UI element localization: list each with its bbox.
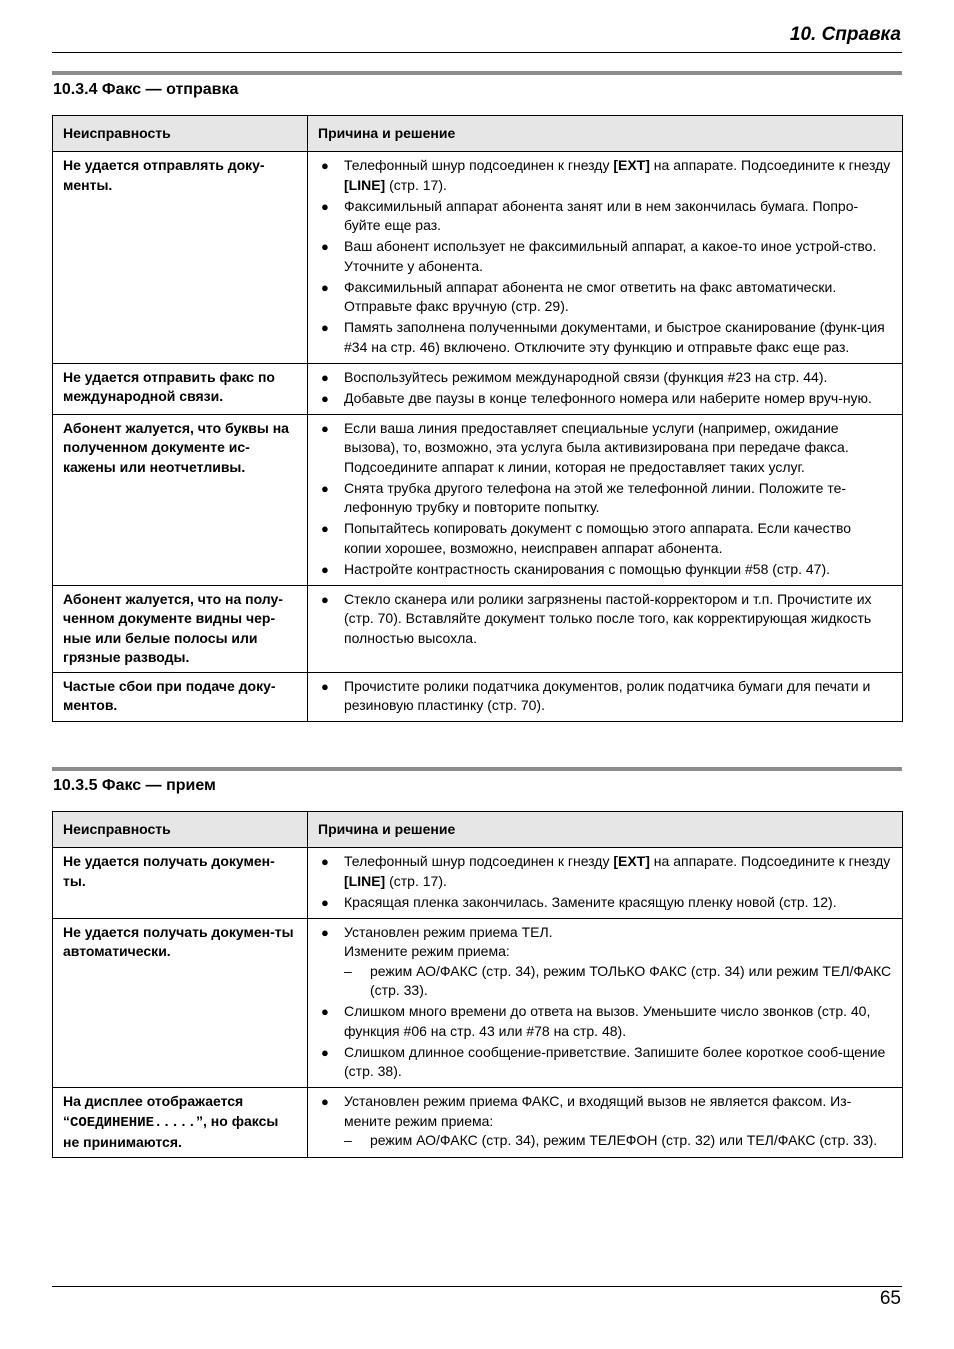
bullet-icon: ● (321, 158, 329, 173)
bullet-icon: ● (321, 678, 329, 694)
table-row (53, 363, 903, 414)
sub-list (344, 1131, 892, 1151)
sub-item (344, 1131, 892, 1151)
cause-text: Прочистите ролики податчика документов, ролик податчика бумаги для печати и резиновую пластинку (стр. 70). (344, 677, 871, 713)
jack-label: [EXT] (613, 853, 650, 869)
bullet-icon: ● (321, 1044, 329, 1060)
bullet-icon: ● (321, 1094, 329, 1109)
table-row (53, 848, 903, 919)
header-rule (52, 52, 902, 53)
cause-text: Телефонный шнур подсоединен к гнезду (344, 157, 614, 173)
problem-cell: Не удается отправить факс по международной связи. (53, 363, 308, 414)
dash-icon: – (344, 962, 352, 979)
cause-text: Добавьте две паузы в конце телефонного номера или наберите номер вруч-ную. (344, 389, 872, 406)
cause-cell (308, 152, 903, 364)
cause-text: Факсимильный аппарат абонента занят или в нем закончилась бумага. Попро-буйте еще раз. (344, 197, 859, 233)
problem-cell (53, 1088, 308, 1158)
cause-list (318, 852, 892, 912)
table-row (53, 918, 903, 1088)
column-header-problem: Неисправность (53, 116, 308, 152)
cause-item (318, 893, 892, 913)
display-message: СОЕДИНЕНИЕ..... (70, 1114, 197, 1131)
footer-rule (52, 1286, 902, 1287)
cause-item (318, 368, 892, 388)
cause-cell (308, 672, 903, 722)
table-row (53, 672, 903, 722)
cause-list (318, 677, 892, 716)
chapter-title: 10. Справка (789, 24, 901, 45)
jack-label: [EXT] (613, 157, 650, 173)
cause-text: Слишком длинное сообщение-приветствие. Запишите более короткое сооб-щение (стр. 38). (344, 1043, 886, 1079)
cause-text: Измените режим приема: (344, 943, 510, 959)
section-title-fax-send: 10.3.4 Факс — отправка (53, 81, 239, 98)
bullet-icon: ● (321, 239, 329, 254)
cause-item (318, 389, 892, 409)
cause-item (318, 560, 892, 580)
cause-text: Попытайтесь копировать документ с помощью этого аппарата. Если качество копии хорошее, возможно, неисправен аппарат абонента. (344, 520, 852, 556)
bullet-icon: ● (321, 854, 329, 869)
jack-label: [LINE] (344, 176, 386, 193)
cause-list (318, 923, 892, 1082)
jack-label: [LINE] (344, 872, 386, 889)
cause-item (318, 197, 892, 236)
cause-text: Память заполнена полученными документами, и быстрое сканирование (функ-ция #34 на стр. 46) включено. Отключите эту функцию и отправьте факс еще раз. (344, 319, 885, 355)
bullet-icon: ● (321, 420, 329, 436)
table-row (53, 152, 903, 364)
troubleshooting-table-fax-receive (52, 811, 903, 1158)
problem-cell: Абонент жалуется, что буквы на полученном документе ис-кажены или неотчетливы. (53, 414, 308, 585)
cause-text: на аппарате. Подсоедините к гнезду (649, 157, 891, 173)
cause-text: Снята трубка другого телефона на этой же телефонной линии. Положите те-лефонную трубку и повторите попытку. (344, 479, 847, 515)
bullet-icon: ● (321, 480, 329, 496)
column-header-problem: Неисправность (53, 812, 308, 848)
cause-item (318, 278, 892, 317)
cause-text: Установлен режим приема ФАКС, и входящий вызов не является факсом. Из-мените режим приема: (344, 1093, 852, 1129)
cause-item (318, 677, 892, 716)
cause-cell (308, 848, 903, 919)
cause-text: (стр. 17). (385, 176, 447, 193)
section-title-fax-receive: 10.3.5 Факс — прием (53, 777, 216, 794)
cause-text: Слишком много времени до ответа на вызов. Уменьшите число звонков (стр. 40, функция #06 на стр. 43 или #78 на стр. 48). (344, 1003, 871, 1039)
problem-cell: Не удается получать докумен-ты автоматически. (53, 918, 308, 1088)
cause-cell (308, 585, 903, 672)
problem-cell: Не удается получать докумен-ты. (53, 848, 308, 919)
cause-text: Настройте контрастность сканирования с помощью функции #58 (стр. 47). (344, 560, 831, 577)
cause-text: Установлен режим приема ТЕЛ. (344, 923, 553, 940)
cause-text: на аппарате. Подсоедините к гнезду (649, 853, 891, 869)
cause-item (318, 519, 892, 558)
cause-text: Воспользуйтесь режимом международной связи (функция #23 на стр. 44). (344, 368, 828, 385)
bullet-icon: ● (321, 320, 329, 335)
cause-item (318, 1092, 892, 1151)
cause-cell (308, 1088, 903, 1158)
cause-item (318, 1043, 892, 1082)
table-row (53, 585, 903, 672)
cause-text: Ваш абонент использует не факсимильный аппарат, а какое-то иное устрой-ство. Уточните у абонента. (344, 238, 877, 274)
column-header-cause: Причина и решение (308, 812, 903, 848)
cause-cell (308, 918, 903, 1088)
cause-item (318, 479, 892, 518)
cause-cell (308, 363, 903, 414)
cause-item (318, 156, 892, 195)
cause-item (318, 590, 892, 649)
cause-cell (308, 414, 903, 585)
bullet-icon: ● (321, 1004, 329, 1019)
cause-text: Красящая пленка закончилась. Замените красящую пленку новой (стр. 12). (344, 893, 837, 910)
bullet-icon: ● (321, 390, 329, 406)
page-number: 65 (879, 1288, 901, 1309)
cause-text: Стекло сканера или ролики загрязнены пастой-корректором и т.п. Прочистите их (стр. 70). Вставляйте документ только после того, как корректирующая жидкость полностью высохла. (344, 590, 872, 646)
troubleshooting-table-fax-send (52, 115, 903, 722)
bullet-icon: ● (321, 521, 329, 536)
cause-item (318, 923, 892, 1001)
table-row (53, 414, 903, 585)
bullet-icon: ● (321, 894, 329, 910)
bullet-icon: ● (321, 561, 329, 577)
cause-item (318, 419, 892, 478)
problem-cell: Абонент жалуется, что на полу-ченном документе видны чер-ные или белые полосы или грязные разводы. (53, 585, 308, 672)
column-header-cause: Причина и решение (308, 116, 903, 152)
problem-text: На дисплее отображается “ (63, 1093, 244, 1129)
problem-cell: Не удается отправлять доку-менты. (53, 152, 308, 364)
cause-list (318, 590, 892, 649)
bullet-icon: ● (321, 198, 329, 214)
cause-item (318, 852, 892, 891)
cause-list (318, 368, 892, 409)
sub-text: режим АО/ФАКС (стр. 34), режим ТОЛЬКО ФАКС (стр. 34) или режим ТЕЛ/ФАКС (стр. 33). (370, 962, 892, 998)
problem-text: ”, но факсы не принимаются. (63, 1112, 279, 1150)
bullet-icon: ● (321, 369, 329, 385)
dash-icon: – (344, 1132, 352, 1148)
bullet-icon: ● (321, 591, 329, 607)
sub-text: режим АО/ФАКС (стр. 34), режим ТЕЛЕФОН (стр. 32) или ТЕЛ/ФАКС (стр. 33). (370, 1132, 878, 1148)
cause-list (318, 156, 892, 357)
cause-text: Если ваша линия предоставляет специальные услуги (например, ожидание вызова), то, возможно, эта услуга была активизирована при передаче факса. Подсоедините аппарат к линии, которая не предоставляет таких услуг. (344, 419, 849, 475)
bullet-icon: ● (321, 279, 329, 295)
cause-item (318, 237, 892, 276)
section-bar (52, 71, 902, 75)
cause-item (318, 1002, 892, 1041)
cause-list (318, 419, 892, 580)
problem-cell: Частые сбои при подаче доку-ментов. (53, 672, 308, 722)
cause-item (318, 318, 892, 357)
section-bar (52, 767, 902, 771)
table-body (53, 848, 903, 1158)
cause-text: Факсимильный аппарат абонента не смог ответить на факс автоматически. Отправьте факс вручную (стр. 29). (344, 278, 837, 314)
bullet-icon: ● (321, 924, 329, 940)
table-body (53, 152, 903, 722)
sub-list (344, 962, 892, 1001)
cause-text: Телефонный шнур подсоединен к гнезду (344, 853, 614, 869)
table-row (53, 1088, 903, 1158)
cause-list (318, 1092, 892, 1151)
cause-text: (стр. 17). (385, 872, 447, 889)
sub-item (344, 962, 892, 1001)
